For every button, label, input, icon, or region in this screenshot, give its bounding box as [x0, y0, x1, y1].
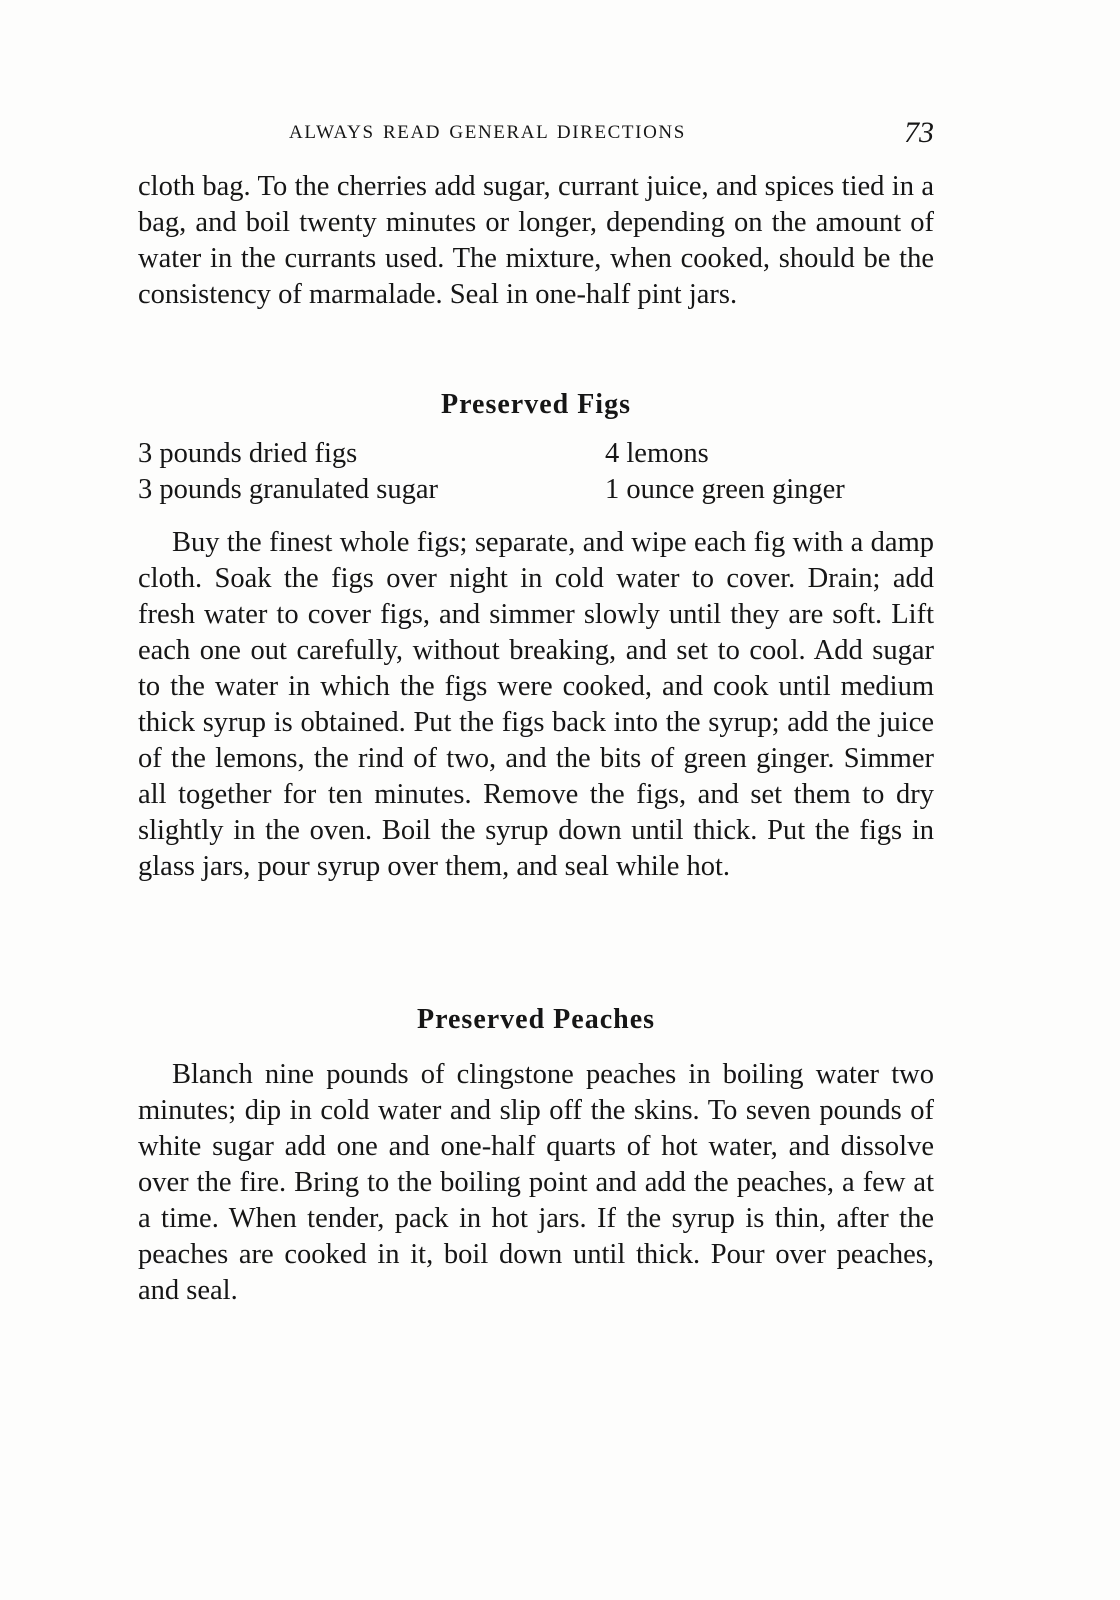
- continuation-paragraph: cloth bag. To the cherries add sugar, currant juice, and spices tied in a bag, and boil twenty minutes or longer, depending on the amount of water in the currants used. The mixture, when cooked, should be the consistency of marmalade. Seal in one-half pint jars.: [138, 171, 934, 310]
- ingredient-item: 3 pounds granulated sugar: [138, 474, 438, 505]
- recipe-title-figs: Preserved Figs: [441, 389, 631, 420]
- ingredient-item: 3 pounds dried figs: [138, 438, 358, 469]
- recipe-title-peaches: Preserved Peaches: [416, 1004, 656, 1035]
- ingredient-row: [138, 472, 928, 508]
- directions-text: Blanch nine pounds of clingstone peaches in boiling water two minutes; dip in cold water and slip off the skins. To seven pounds of white sugar add one and one-half quarts of hot water, and dissolve over the fire. Bring to the boiling point and add the peaches, a few at a time. When tender, pack in hot jars. If the syrup is thin, after the peaches are cooked in it, boil down until thick. Pour over peaches, and seal.: [138, 1059, 934, 1306]
- page-number: 73: [904, 116, 934, 149]
- directions-text: Buy the finest whole figs; separate, and wipe each fig with a damp cloth. Soak the figs over night in cold water to cover. Drain; add fresh water to cover figs, and simmer slowly until they are soft. Lift each one out carefully, without breaking, and set to cool. Add sugar to the water in which the figs were cooked, and cook until medium thick syrup is obtained. Put the figs back into the syrup; add the juice of the lemons, the rind of two, and the bits of green ginger. Simmer all together for ten minutes. Remove the figs, and set them to dry slightly in the oven. Boil the syrup down until thick. Put the figs in glass jars, pour syrup over them, and seal while hot.: [138, 527, 934, 882]
- running-head: ALWAYS READ GENERAL DIRECTIONS: [289, 122, 686, 143]
- ingredient-item: 1 ounce green ginger: [605, 474, 845, 505]
- ingredient-row: [138, 436, 928, 472]
- ingredient-item: 4 lemons: [605, 438, 709, 469]
- ingredient-list-figs: [138, 436, 928, 508]
- recipe-directions-peaches: [138, 1057, 934, 1309]
- recipe-directions-figs: [138, 525, 934, 885]
